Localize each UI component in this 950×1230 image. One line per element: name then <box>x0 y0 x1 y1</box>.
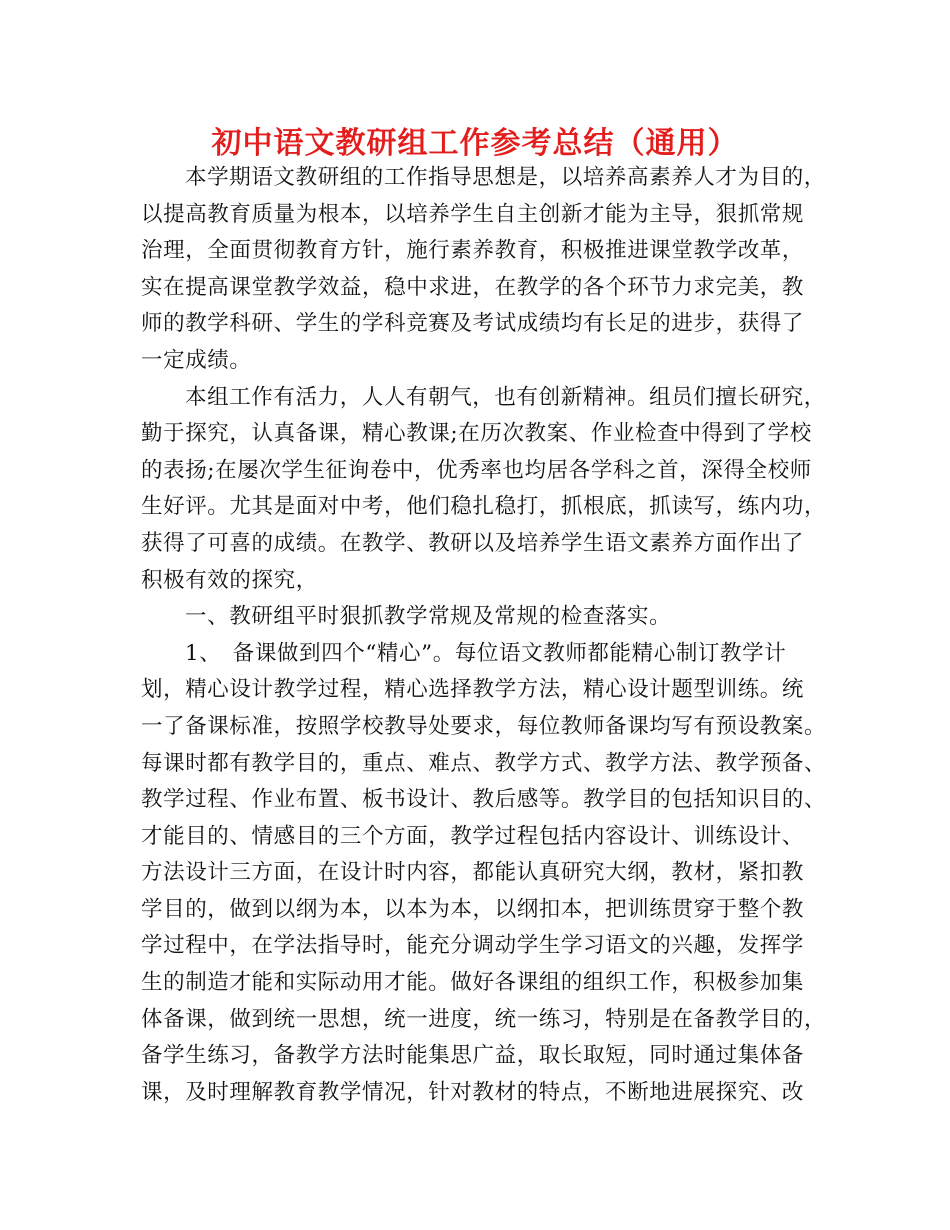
text-line: 以提高教育质量为根本，以培养学生自主创新才能为主导，狠抓常规 <box>141 201 805 227</box>
text-line: 学过程中，在学法指导时，能充分调动学生学习语文的兴趣，发挥学 <box>141 933 805 959</box>
text-line: 备学生练习，备教学方法时能集思广益，取长取短，同时通过集体备 <box>141 1043 805 1069</box>
text-line: 积极有效的探究， <box>141 567 318 593</box>
text-line: 勤于探究，认真备课，精心教课;在历次教案、作业检查中得到了学校 <box>141 421 812 447</box>
document-title: 初中语文教研组工作参考总结（通用） <box>211 126 739 161</box>
text-line: 体备课，做到统一思想，统一进度，统一练习，特别是在备教学目的， <box>141 1006 827 1032</box>
section-heading: 一、教研组平时狠抓教学常规及常规的检查落实。 <box>185 604 672 630</box>
text-line: 生的制造才能和实际动用才能。做好各课组的组织工作，积极参加集 <box>141 970 805 996</box>
text-line: 师的教学科研、学生的学科竞赛及考试成绩均有长足的进步，获得了 <box>141 311 805 337</box>
text-line: 本组工作有活力，人人有朝气，也有创新精神。组员们擅长研究， <box>185 384 826 410</box>
text-line: 才能目的、情感目的三个方面，教学过程包括内容设计、训练设计、 <box>141 823 805 849</box>
text-line: 一了备课标准，按照学校教导处要求，每位教师备课均写有预设教案。 <box>141 713 827 739</box>
text-line: 的表扬;在屡次学生征询卷中，优秀率也均居各学科之首，深得全校师 <box>141 457 812 483</box>
text-line: 生好评。尤其是面对中考，他们稳扎稳打，抓根底，抓读写，练内功， <box>141 494 827 520</box>
text-line: 每课时都有教学目的，重点、难点、教学方式、教学方法、教学预备、 <box>141 750 827 776</box>
text-line: 一定成绩。 <box>141 347 252 373</box>
text-line: 治理，全面贯彻教育方针，施行素养教育，积极推进课堂教学改革， <box>141 238 805 264</box>
document-body <box>141 160 831 1111</box>
text-line: 获得了可喜的成绩。在教学、教研以及培养学生语文素养方面作出了 <box>141 530 805 556</box>
text-line: 方法设计三方面，在设计时内容，都能认真研究大纲，教材，紧扣教 <box>141 860 805 886</box>
text-line: 划，精心设计教学过程，精心选择教学方法，精心设计题型训练。统 <box>141 677 805 703</box>
text-line: 教学过程、作业布置、板书设计、教后感等。教学目的包括知识目的、 <box>141 787 827 813</box>
text-line: 本学期语文教研组的工作指导思想是，以培养高素养人才为目的， <box>185 165 826 190</box>
text-line: 学目的，做到以纲为本，以本为本，以纲扣本，把训练贯穿于整个教 <box>141 896 805 922</box>
text-line: 课，及时理解教育教学情况，针对教材的特点，不断地进展探究、改 <box>141 1079 805 1105</box>
text-line: 实在提高课堂教学效益，稳中求进，在教学的各个环节力求完美，教 <box>141 274 805 300</box>
text-line: 1、 备课做到四个“精心”。每位语文教师都能精心制订教学计 <box>185 640 787 666</box>
